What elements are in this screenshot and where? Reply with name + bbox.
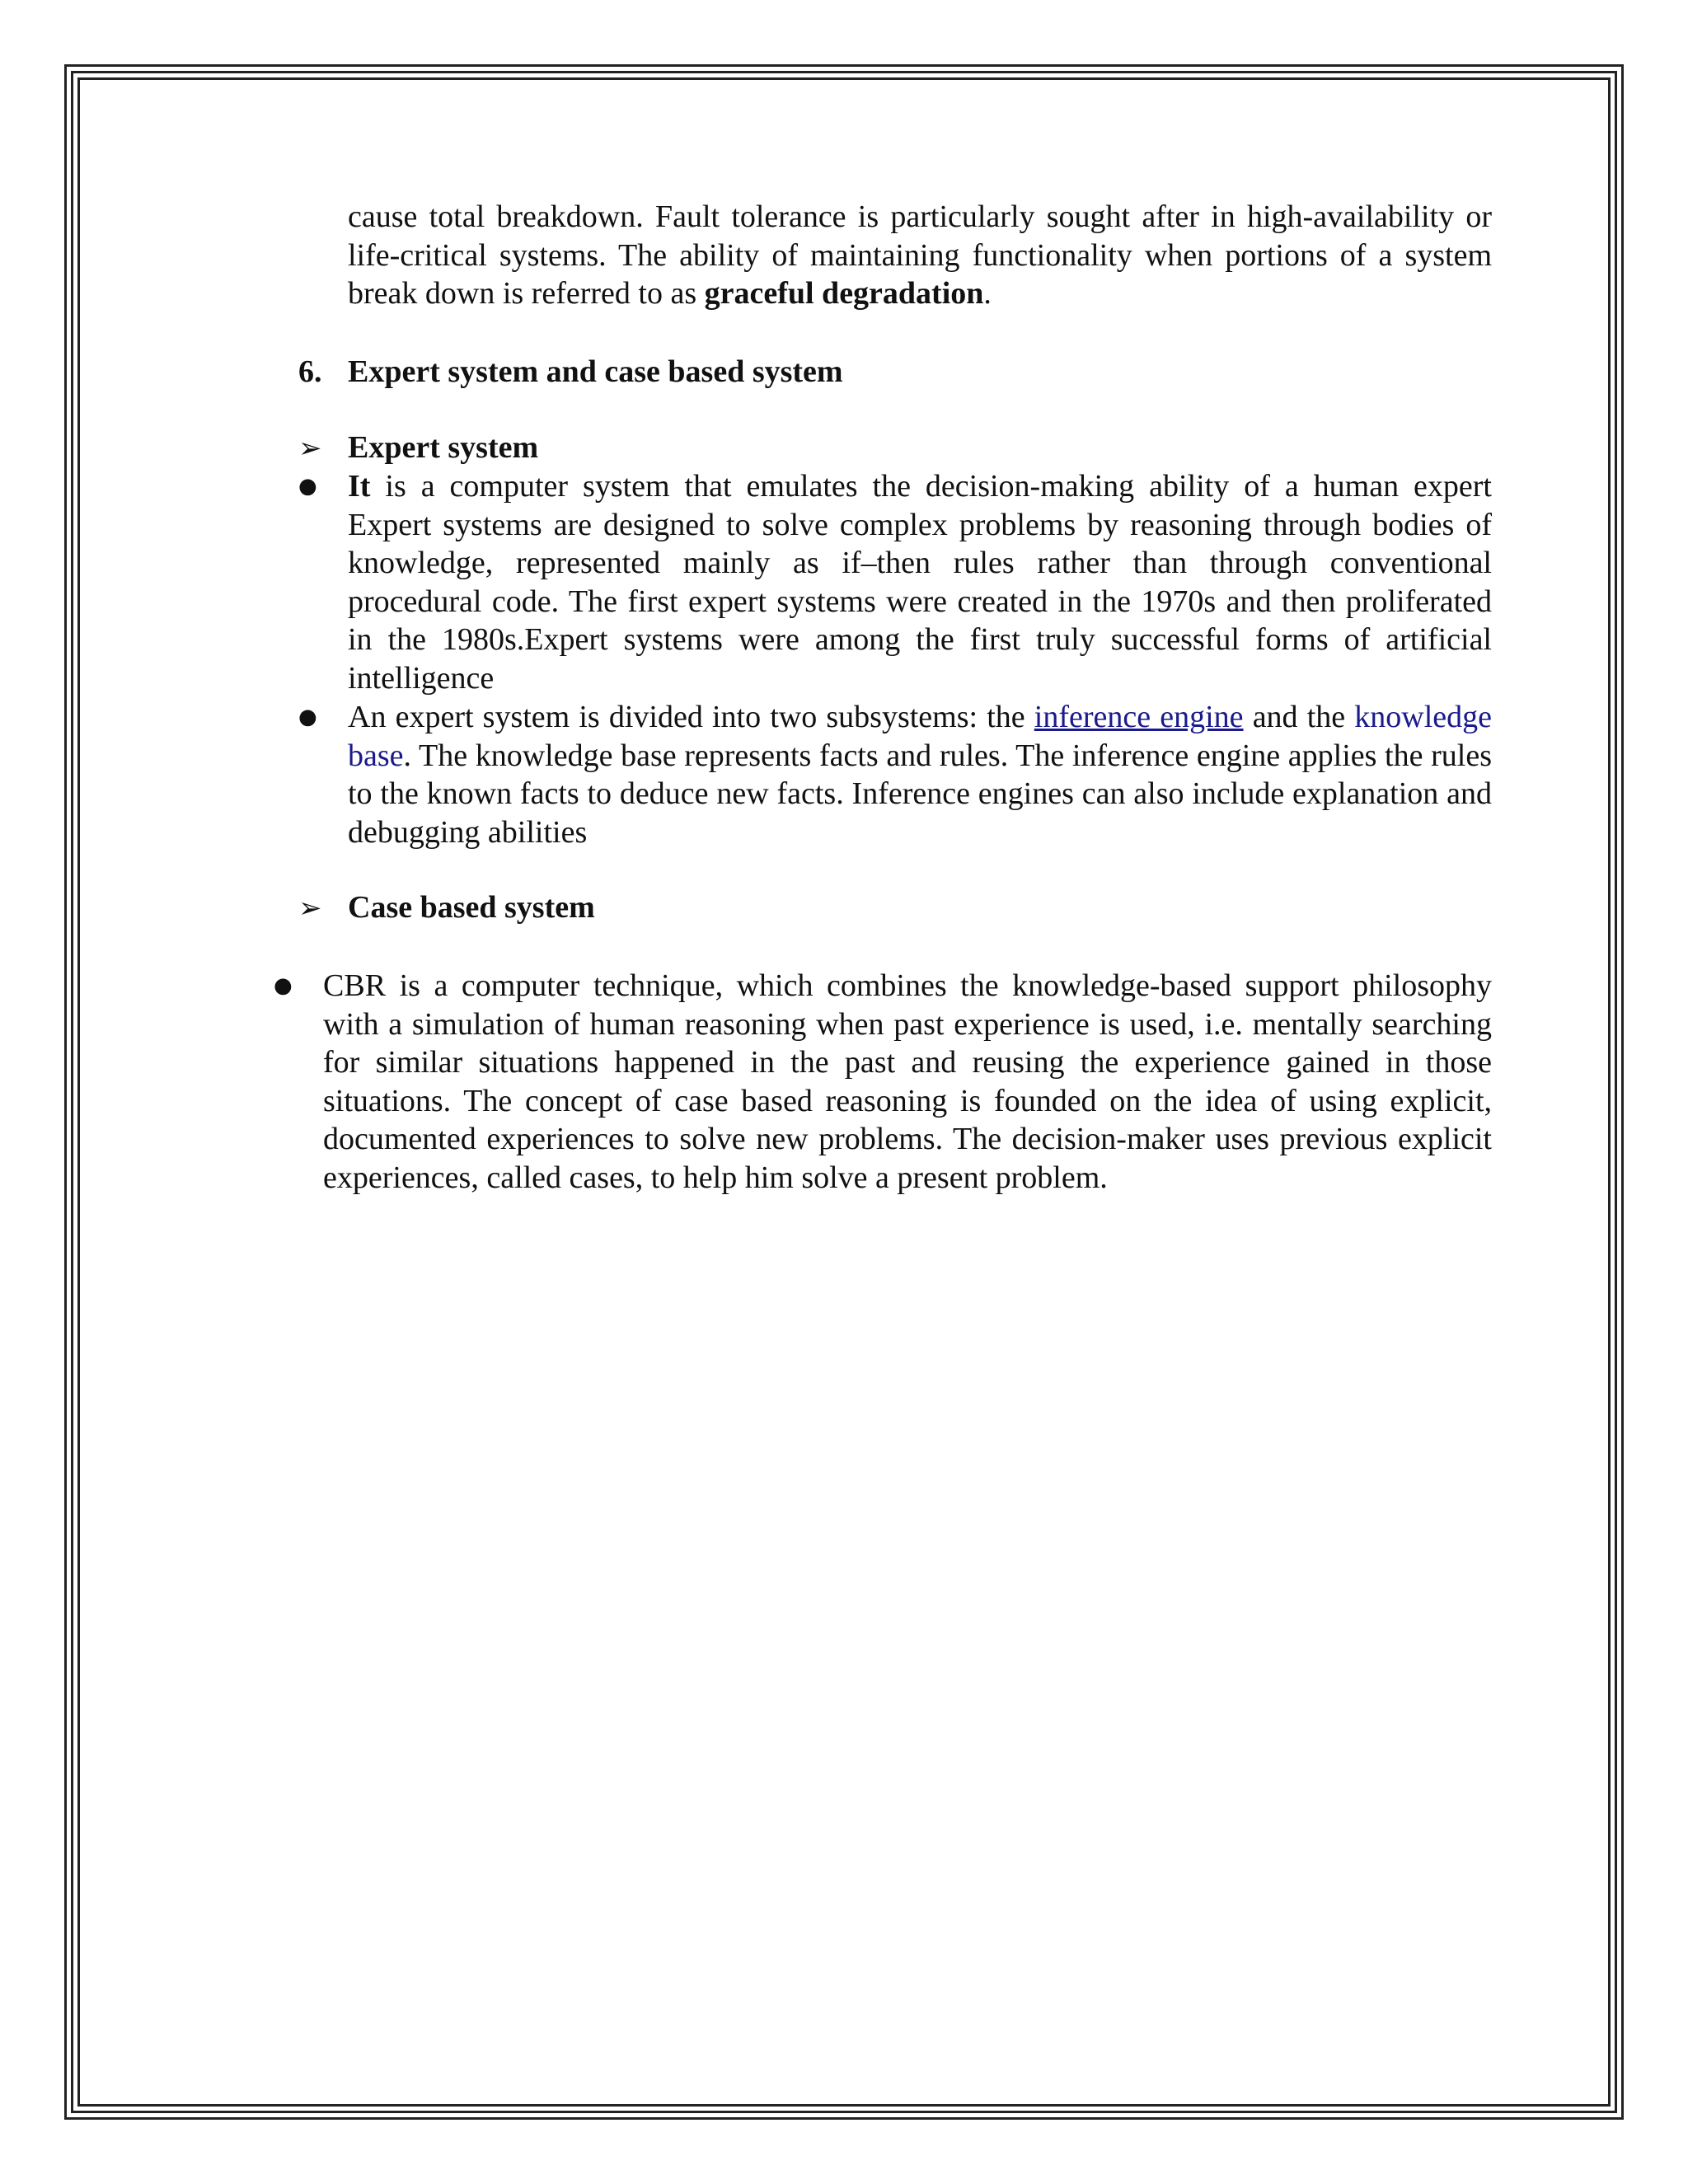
subheading-case-based-system (298, 888, 595, 928)
intro-text: cause total breakdown. Fault tolerance is particularly sought after in high-availability or life-critical systems. The ability of maintaining functionality when portions of a system break down is referred to as (348, 199, 1492, 311)
section-heading (298, 353, 843, 391)
expert-bullet-1-bold: It (348, 469, 371, 504)
bullet-icon: ● (298, 474, 317, 499)
expert-bullet-2-text-c: . The knowledge base represents facts and rules. The inference engine applies the rules to the known facts to deduce new facts. Inference engines can also include explanation and debugging abilities (348, 738, 1492, 850)
bullet-icon: ● (298, 705, 317, 729)
intro-text-end: . (983, 276, 992, 311)
inference-engine-link[interactable]: inference engine (1034, 700, 1244, 734)
expert-bullet-2-text-b: and the (1243, 700, 1355, 734)
case-bullet-1-text: CBR is a computer technique, which combines the knowledge-based support philosophy with a simulation of human reasoning when past experience is used, i.e. mentally searching for similar situations happened in the past and reusing the experience gained in those situations. The concept of case based reasoning is founded on the idea of using explicit, documented experiences to solve new problems. The decision-maker uses previous explicit experiences, called cases, to help him solve a present problem. (323, 968, 1492, 1195)
expert-bullet-2 (348, 698, 1492, 851)
intro-bold-term: graceful degradation (704, 276, 984, 311)
subheading-case-label: Case based system (348, 890, 595, 925)
intro-paragraph (348, 198, 1492, 313)
section-title: Expert system and case based system (348, 354, 843, 389)
case-bullet-1 (323, 967, 1492, 1197)
subheading-expert-label: Expert system (348, 430, 539, 465)
arrow-bullet-icon: ➢ (298, 892, 322, 925)
knowledge-base-link[interactable]: knowledge base (348, 700, 1492, 773)
bullet-icon: ● (274, 973, 293, 998)
expert-bullet-2-text-a: An expert system is divided into two subsystems: the (348, 700, 1034, 734)
arrow-bullet-icon: ➢ (298, 432, 322, 465)
expert-bullet-1 (348, 467, 1492, 697)
section-number: 6. (298, 354, 322, 389)
subheading-expert-system (298, 429, 538, 468)
expert-bullet-1-text: is a computer system that emulates the decision-making ability of a human expert Expert systems are designed to solve complex problems by reasoning through bodies of knowledge, represented mainly as if–then rules rather than through conventional procedural code. The first expert systems were created in the 1970s and then proliferated in the 1980s.Expert systems were among the first truly successful forms of artificial intelligence (348, 469, 1492, 696)
